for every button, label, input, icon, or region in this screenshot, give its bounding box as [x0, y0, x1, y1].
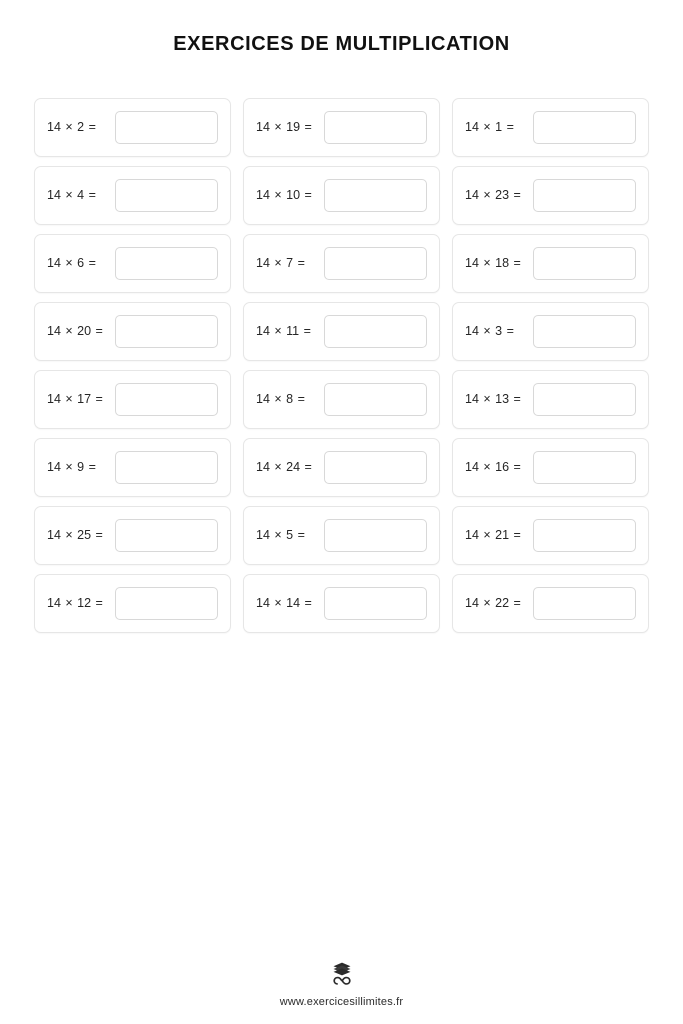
answer-input[interactable]: [115, 587, 218, 620]
answer-input[interactable]: [533, 383, 636, 416]
exercise-card: [452, 506, 649, 565]
infinity-books-icon: [325, 957, 359, 991]
exercise-card: [452, 574, 649, 633]
answer-input[interactable]: [324, 383, 427, 416]
exercise-card: [243, 574, 440, 633]
answer-input[interactable]: [533, 587, 636, 620]
exercise-card: [452, 370, 649, 429]
exercise-expression: 14 × 16 =: [465, 460, 521, 475]
answer-input[interactable]: [533, 519, 636, 552]
exercise-card: [34, 370, 231, 429]
exercise-card: [34, 98, 231, 157]
answer-input[interactable]: [115, 247, 218, 280]
exercise-expression: 14 × 7 =: [256, 256, 305, 271]
answer-input[interactable]: [324, 587, 427, 620]
exercise-card: [34, 506, 231, 565]
exercise-card: [243, 370, 440, 429]
answer-input[interactable]: [115, 519, 218, 552]
exercise-card: [34, 438, 231, 497]
exercise-expression: 14 × 20 =: [47, 324, 103, 339]
exercise-card: [34, 574, 231, 633]
exercise-expression: 14 × 6 =: [47, 256, 96, 271]
answer-input[interactable]: [115, 179, 218, 212]
exercise-expression: 14 × 13 =: [465, 392, 521, 407]
exercise-card: [452, 302, 649, 361]
exercise-card: [243, 98, 440, 157]
exercise-card: [243, 166, 440, 225]
exercise-expression: 14 × 23 =: [465, 188, 521, 203]
exercise-expression: 14 × 17 =: [47, 392, 103, 407]
exercise-expression: 14 × 4 =: [47, 188, 96, 203]
exercise-card: [34, 234, 231, 293]
answer-input[interactable]: [324, 111, 427, 144]
exercise-expression: 14 × 11 =: [256, 324, 311, 339]
exercise-expression: 14 × 5 =: [256, 528, 305, 543]
exercise-card: [452, 234, 649, 293]
exercise-expression: 14 × 25 =: [47, 528, 103, 543]
exercise-expression: 14 × 18 =: [465, 256, 521, 271]
exercise-card: [452, 166, 649, 225]
exercise-expression: 14 × 2 =: [47, 120, 96, 135]
exercise-expression: 14 × 12 =: [47, 596, 103, 611]
exercise-expression: 14 × 9 =: [47, 460, 96, 475]
exercise-card: [452, 438, 649, 497]
exercise-expression: 14 × 24 =: [256, 460, 312, 475]
answer-input[interactable]: [533, 111, 636, 144]
answer-input[interactable]: [533, 247, 636, 280]
exercise-expression: 14 × 10 =: [256, 188, 312, 203]
exercise-expression: 14 × 19 =: [256, 120, 312, 135]
answer-input[interactable]: [324, 315, 427, 348]
answer-input[interactable]: [324, 519, 427, 552]
answer-input[interactable]: [324, 179, 427, 212]
exercise-expression: 14 × 1 =: [465, 120, 514, 135]
answer-input[interactable]: [324, 451, 427, 484]
exercise-card: [34, 302, 231, 361]
exercise-expression: 14 × 3 =: [465, 324, 514, 339]
exercise-expression: 14 × 21 =: [465, 528, 521, 543]
answer-input[interactable]: [115, 111, 218, 144]
exercise-expression: 14 × 22 =: [465, 596, 521, 611]
exercise-card: [452, 98, 649, 157]
exercise-expression: 14 × 8 =: [256, 392, 305, 407]
exercise-expression: 14 × 14 =: [256, 596, 312, 611]
exercise-card: [243, 302, 440, 361]
page-footer: [0, 957, 683, 1008]
exercise-card: [243, 438, 440, 497]
exercise-card: [34, 166, 231, 225]
answer-input[interactable]: [115, 383, 218, 416]
answer-input[interactable]: [115, 315, 218, 348]
exercise-grid: [0, 98, 683, 633]
answer-input[interactable]: [533, 179, 636, 212]
exercise-card: [243, 234, 440, 293]
answer-input[interactable]: [324, 247, 427, 280]
footer-url[interactable]: www.exercicesillimites.fr: [279, 996, 404, 1008]
answer-input[interactable]: [115, 451, 218, 484]
answer-input[interactable]: [533, 451, 636, 484]
answer-input[interactable]: [533, 315, 636, 348]
exercise-card: [243, 506, 440, 565]
page-title: EXERCICES DE MULTIPLICATION: [173, 33, 510, 55]
